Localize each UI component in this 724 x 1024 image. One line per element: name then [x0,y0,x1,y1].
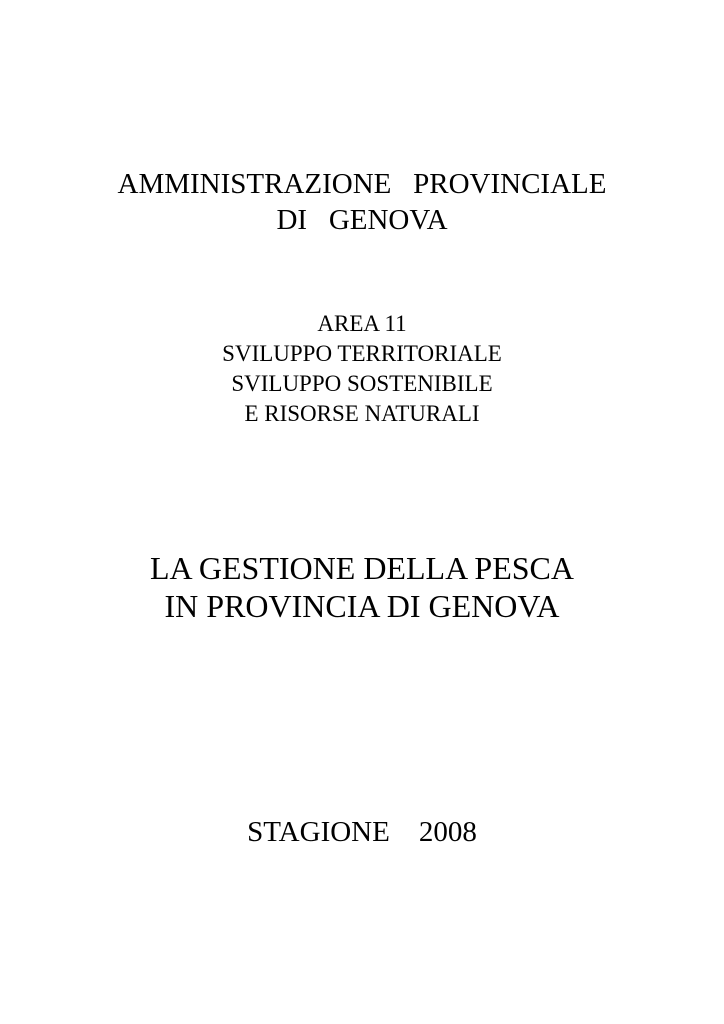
area-department-line-1: SVILUPPO TERRITORIALE [222,341,502,366]
organization-location: DI GENOVA [276,204,448,236]
season-year: STAGIONE 2008 [247,816,477,848]
document-title-line-2: IN PROVINCIA DI GENOVA [164,588,560,624]
organization-name: AMMINISTRAZIONE PROVINCIALE [117,168,607,200]
document-title-line-1: LA GESTIONE DELLA PESCA [150,550,574,586]
area-number: AREA 11 [317,311,407,336]
area-department-line-3: E RISORSE NATURALI [244,401,480,426]
area-department-line-2: SVILUPPO SOSTENIBILE [231,371,493,396]
